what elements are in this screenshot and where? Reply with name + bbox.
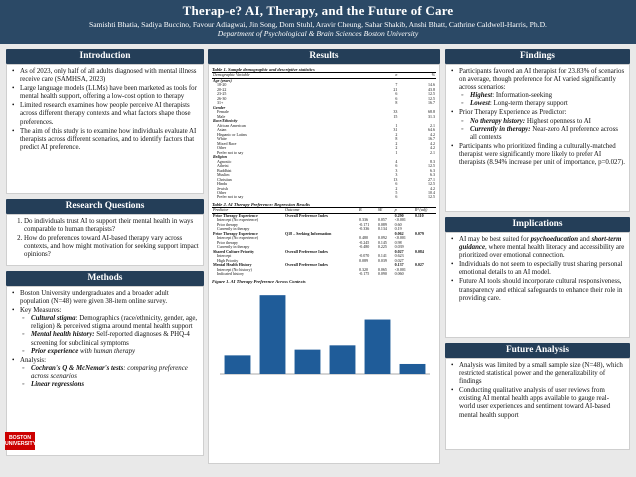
table-row: Other 5 10.4 bbox=[217, 190, 435, 195]
implications-heading: Implications bbox=[445, 217, 630, 232]
table-row: Jewish 2 4.2 bbox=[217, 185, 435, 191]
table-row: Prior therapy -0.245 0.145 0.98 bbox=[217, 239, 402, 245]
table-row: Currently in therapy -0.480 0.225 0.039 bbox=[217, 244, 404, 250]
poster-title: Therap-e? AI, Therapy, and the Future of Care bbox=[182, 3, 454, 18]
bar-4 bbox=[330, 346, 356, 375]
bar-5 bbox=[365, 320, 391, 374]
table-row: High Priority 0.089 0.039 0.027 bbox=[217, 257, 404, 263]
table-row: Shared Culture Priority Overall Preference Index 0.027 0.084 bbox=[213, 248, 424, 254]
list-item: 2. How do preferences toward AI-based therapy vary across contexts, and how might motivation for seeking support impact opinions? bbox=[24, 235, 199, 259]
analysis-item: ◦ Cochran's Q & McNemar's tests: comparing preference across scenarios bbox=[22, 365, 199, 381]
table-header-row: Demographic Variable n % bbox=[213, 72, 435, 78]
bar-2 bbox=[260, 295, 286, 374]
table-row: Female 33 68.8 bbox=[217, 109, 435, 115]
table-row: Muslim 3 6.3 bbox=[217, 172, 435, 178]
list-item: • Conducting qualitative analysis of user reviews from existing AI mental health apps available to gauge real-world user experiences and sentiment toward AI-based mental health support bbox=[450, 387, 625, 419]
table-row: 31+ 8 16.7 bbox=[217, 100, 435, 106]
middle-column bbox=[208, 49, 440, 464]
table1-caption: Table 1. Sample demographic and descriptive statistics bbox=[212, 67, 315, 72]
rq-panel bbox=[6, 214, 204, 266]
list-item: • Participants favored an AI therapist for 23.83% of scenarios on average, though preference for AI varied significantly across scenarios: ◦ Highest: Information-seeking ◦ Lowest: Long-term therapy support bbox=[450, 68, 625, 108]
list-item: • Large language models (LLMs) have been marketed as tools for mental health support, offering a low-cost option to therapy bbox=[11, 85, 199, 101]
table-row: African American 1 2.1 bbox=[217, 122, 435, 128]
table-row: Race/Ethnicity bbox=[213, 118, 238, 124]
table-row: Christian 13 27.1 bbox=[217, 176, 435, 182]
table-row: Intercept (No history) 0.320 0.065 <0.001 bbox=[217, 266, 406, 272]
intro-heading: Introduction bbox=[6, 49, 204, 64]
measure-item: ◦ Mental health history: Self-reported diagnoses & PHQ-4 screening for subclinical symptoms bbox=[22, 331, 199, 347]
bar-6 bbox=[400, 364, 426, 374]
table-row: Agnostic 4 8.3 bbox=[217, 158, 435, 164]
list-item: • Participants who prioritized finding a culturally-matched therapist were significantly more likely to prefer AI therapists (8.94% increase per unit of importance, p=0.027). bbox=[450, 143, 625, 167]
poster-header bbox=[0, 0, 636, 44]
analysis-item: ◦ Linear regressions bbox=[22, 381, 199, 389]
list-item: • As of 2023, only half of all adults diagnosed with mental illness receive care (SAMHSA, 2023) bbox=[11, 68, 199, 84]
rq-list bbox=[11, 218, 199, 259]
figure1-caption: Figure 1. AI Therapy Preference Across Contexts bbox=[212, 278, 306, 284]
table-row: Prior therapy -0.171 0.089 0.60 bbox=[217, 221, 402, 227]
list-item: 1. Do individuals trust AI to support their mental health in ways comparable to human therapists? bbox=[24, 218, 199, 234]
implications-list bbox=[450, 236, 625, 303]
list-item: • Future AI tools should incorporate cultural responsiveness, transparency and ethical safeguards to enhance their role in providing care. bbox=[450, 278, 625, 302]
future-heading: Future Analysis bbox=[445, 343, 630, 358]
table-row: Prefer not to say 6 12.5 bbox=[217, 194, 435, 200]
table-row: Gender bbox=[213, 104, 226, 110]
list-item: • Boston University undergraduates and a broader adult population (N=48) were given 38-item online survey. bbox=[11, 290, 199, 306]
table-row: Religion bbox=[213, 154, 228, 160]
list-item: • Individuals do not seem to especially trust sharing personal emotional details to an AI model. bbox=[450, 261, 625, 277]
demographics-table bbox=[212, 72, 436, 200]
boston-university-logo: BOSTON UNIVERSITY bbox=[5, 432, 35, 450]
table-row: Intercept -0.070 0.141 0.623 bbox=[217, 253, 404, 259]
intro-panel bbox=[6, 64, 204, 194]
measure-item: ◦ Cultural stigma: Demographics (race/ethnicity, gender, age, religion) & perceived stigma around mental health support bbox=[22, 315, 199, 331]
bar-1 bbox=[225, 356, 251, 375]
table-row: Intercept (No experience) 0.336 0.057 <0.001 bbox=[217, 217, 406, 223]
finding-sub-item: ◦ Currently in therapy: Near-zero AI preference across all contexts bbox=[461, 126, 625, 142]
regression-table bbox=[212, 207, 436, 277]
table-row: White 8 16.7 bbox=[217, 136, 435, 142]
table-row: Male 15 31.3 bbox=[217, 113, 435, 119]
table-row: 18-20 7 14.6 bbox=[217, 82, 435, 88]
findings-list bbox=[450, 68, 625, 167]
table-row: Intercept (No experience) 0.480 0.092 <0.001 bbox=[217, 235, 406, 241]
list-item: • AI may be best suited for psychoeducation and short-term guidance, where mental health literacy and accessibility are prioritized over emotional connection. bbox=[450, 236, 625, 260]
list-item: • Limited research examines how people perceive AI therapists across different therapy contexts and what factors shape those preferences. bbox=[11, 102, 199, 126]
department: Department of Psychological & Brain Sciences Boston University bbox=[217, 29, 419, 38]
table-row: Asian 31 64.6 bbox=[217, 127, 435, 133]
table-row: Currently in therapy -0.336 0.134 0.19 bbox=[217, 226, 402, 232]
future-panel bbox=[445, 358, 630, 450]
intro-list bbox=[11, 68, 199, 152]
methods-list bbox=[11, 290, 199, 389]
table-row: Prior Therapy Experience Overall Preference Index 0.290 0.110 bbox=[213, 212, 424, 218]
table-row: Mental Health History Overall Preference Index 0.137 0.027 bbox=[213, 262, 424, 268]
preference-bar-chart bbox=[212, 284, 436, 388]
table-row: Indicated history -0.175 0.090 0.060 bbox=[217, 271, 404, 277]
right-column bbox=[445, 49, 630, 450]
methods-panel bbox=[6, 286, 204, 456]
finding-sub-item: ◦ Lowest: Long-term therapy support bbox=[461, 100, 625, 108]
author-list: Samishti Bhatia, Sadiya Buccino, Favour Adiagwai, Jin Song, Dom Stuhl, Aravir Cheung, Sahar Shakib, Anshi Bhatt, Cathrine Caldwell-Harris, Ph.D. bbox=[89, 20, 547, 29]
table-row: Prefer not to say 1 2.1 bbox=[217, 149, 435, 155]
methods-heading: Methods bbox=[6, 271, 204, 286]
future-list bbox=[450, 362, 625, 420]
left-column bbox=[6, 49, 204, 456]
table-row: 23-25 6 12.5 bbox=[217, 91, 435, 97]
finding-sub-item: ◦ Highest: Information-seeking bbox=[461, 92, 625, 100]
bar-3 bbox=[295, 350, 321, 374]
list-item: • Analysis was limited by a small sample size (N=48), which restricted statistical power and the generalizability of findings bbox=[450, 362, 625, 386]
list-item: • Key Measures: ◦ Cultural stigma: Demographics (race/ethnicity, gender, age, religion) & perceived stigma around mental health support ◦ Mental health history: Self-reported diagnoses & PHQ-4 screening for subclinical symptoms ◦ Prior experience with human therapy bbox=[11, 307, 199, 356]
table-row: 20-22 21 43.8 bbox=[217, 86, 435, 92]
rq-heading: Research Questions bbox=[6, 199, 204, 214]
list-item: • The aim of this study is to examine how individuals evaluate AI therapists across different scenarios, and to identify factors that predict AI preference. bbox=[11, 128, 199, 152]
table-row: Buddhist 3 6.3 bbox=[217, 167, 435, 173]
table-row: Other 2 4.2 bbox=[217, 145, 435, 151]
table-row: Prior Therapy Experience Q18 – Seeking Information 0.062 0.079 bbox=[213, 230, 424, 236]
list-item: • Prior Therapy Experience as Predictor: ◦ No therapy history: Highest openness to AI ◦ Currently in therapy: Near-zero AI preference across all contexts bbox=[450, 109, 625, 141]
table-row: Hispanic or Latinx 2 4.2 bbox=[217, 131, 435, 137]
table-row: 26-30 6 12.5 bbox=[217, 95, 435, 101]
implications-panel bbox=[445, 232, 630, 338]
table-row: Mixed Race 2 4.2 bbox=[217, 140, 435, 146]
results-heading: Results bbox=[208, 49, 440, 64]
findings-panel bbox=[445, 64, 630, 212]
findings-heading: Findings bbox=[445, 49, 630, 64]
finding-sub-item: ◦ No therapy history: Highest openness to AI bbox=[461, 118, 625, 126]
measure-item: ◦ Prior experience with human therapy bbox=[22, 348, 199, 356]
table-row: Atheist 6 12.5 bbox=[217, 163, 435, 169]
table2-caption: Table 2. AI Therapy Preference: Regression Results bbox=[212, 201, 311, 207]
results-panel bbox=[208, 64, 440, 464]
list-item: • Analysis: ◦ Cochran's Q & McNemar's tests: comparing preference across scenarios ◦ Linear regressions bbox=[11, 357, 199, 389]
table-header-row: Predictor Outcome B SE p R² (adj) bbox=[212, 208, 436, 214]
table-row: Hindu 6 12.5 bbox=[217, 181, 435, 187]
table-row: Age (years) bbox=[213, 77, 232, 83]
